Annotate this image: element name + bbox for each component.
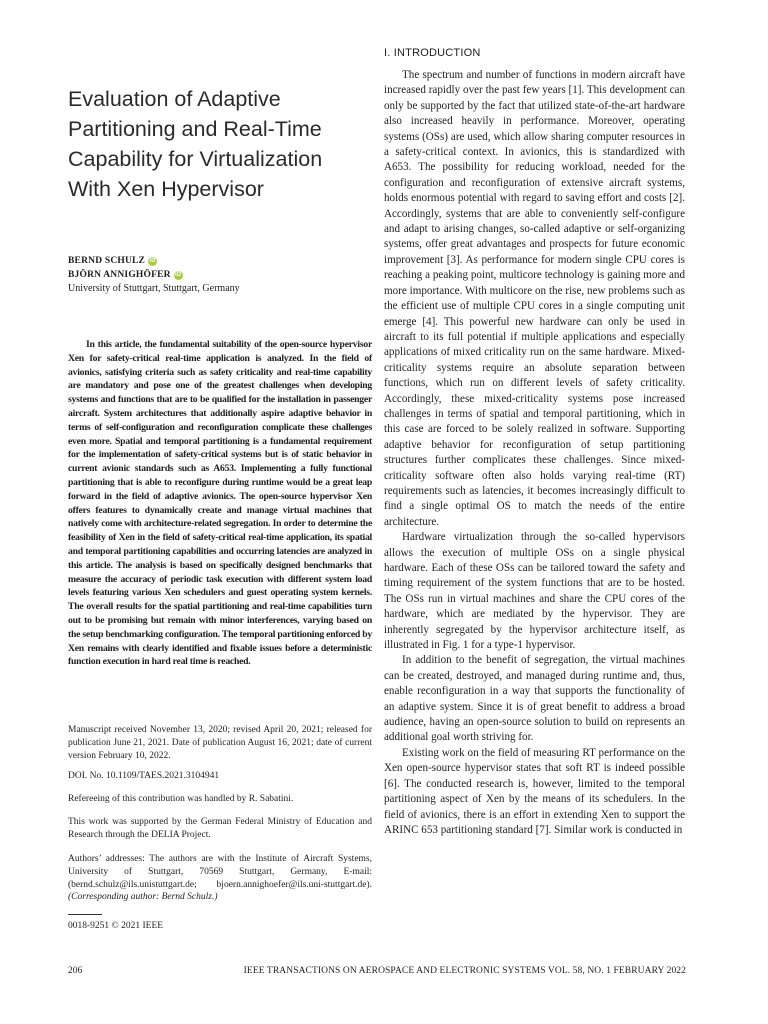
author-line <box>68 254 372 268</box>
authors-addresses <box>68 853 372 904</box>
manuscript-dates: Manuscript received November 13, 2020; revised April 20, 2021; released for publication June 21, 2021. Date of publication August 16, 2021; date of current version February 10, 2022. <box>68 725 372 761</box>
author-line <box>68 268 372 282</box>
footnote-divider <box>68 914 102 915</box>
corresponding-author: (Corresponding author: Bernd Schulz.) <box>68 892 218 903</box>
paper-title <box>68 84 368 204</box>
title-line: Capability for Virtualization <box>68 147 323 171</box>
abstract: In this article, the fundamental suitability of the open-source hypervisor Xen for safety-critical real-time application is analyzed. In the field of avionics, satisfying criteria such as safety criticality and real-time capability are mandatory and pose one of the greatest challenges when developing systems and functions that are to be qualified for the installation in passenger aircraft. System architectures that additionally aspire adaptive behavior in terms of self-configuration and reconfiguration complicate these challenges even more. Spatial and temporal partitioning is a fundamental requirement for the implementation of safety-critical systems but is of static behavior in current avionic standards such as A653. Implementing a fully functional partitioning that is able to reconfigure during runtime would be a great leap forward in the field of adaptive avionics. The open-source hypervisor Xen offers features to dynamically create and manage virtual machines that natively come with architecture-related segregation. In order to determine the feasibility of Xen in the field of safety-critical real-time application, its spatial and temporal partitioning capabilities and occurring latencies are analyzed in this article. The analysis is based on specifically designed benchmarks that measure the accuracy of periodic task execution with different system load levels featuring various Xen schedulers and guest operating system kernels. The overall results for the spatial partitioning and real-time capabilities turn out to be promising but remain with minor interferences, varying based on the setup benchmarking configuration. The temporal partitioning enforced by Xen remains with clearly identified and fixable issues before a deterministic function execution in hard real time is reached. <box>68 339 372 668</box>
page-footer <box>68 964 686 978</box>
journal-info: IEEE TRANSACTIONS ON AEROSPACE AND ELECTRONIC SYSTEMS VOL. 58, NO. 1 FEBRUARY 2022 <box>243 966 686 976</box>
section-heading: I. INTRODUCTION <box>384 47 481 59</box>
affiliation: University of Stuttgart, Stuttgart, Germany <box>68 283 240 294</box>
author-name: BJÖRN ANNIGHÖFER <box>68 270 171 280</box>
page-number: 206 <box>68 966 83 976</box>
paragraph: Existing work on the field of measuring RT performance on the Xen open-source hypervisor states that soft RT is indeed possible [6]. The conducted research is, however, limited to the temporal partitioning aspect of Xen by the means of its schedulers. In the field of avionics, there is an effort in extending Xen to support the ARINC 653 partitioning standard [7]. Similar work is conducted in <box>384 746 685 836</box>
paragraph: The spectrum and number of functions in modern aircraft have increased rapidly over the past few years [1]. This development can only be supported by the fact that utilized state-of-the-art hardware also increased heavily in performance. Moreover, operating systems (OSs) are used, which allow sharing computer resources in a safety-critical context. In avionics, this is standardized with A653. The possibility for reducing workload, needed for the configuration and reconfiguration of extensive aircraft systems, holds enormous potential with regard to saving effort and costs [2]. Accordingly, systems that are able to conveniently self-configure and adapt to arising changes, so-called adaptive or self-organizing systems, offer great advantages and prospects for future economic improvement [3]. As performance for modern single CPU cores is reaching a peaking point, multicore technology is gaining more and more importance. With multicore on the rise, new problems such as the efficient use of multiple CPU cores in a single computing unit emerge [4]. This powerful new hardware can only be used in aircraft to its full potential if multiple applications and especially applications of mixed criticality run on the same hardware. Mixed-criticality systems require an absolute separation between functions, which run on different levels of safety criticality. Accordingly, these mixed-criticality systems pose increased challenges in terms of spatial and temporal partitioning, which in this case are forced to be solely realized in software. Supporting adaptive behavior for reconfiguration of setup partitioning structures further complicates these challenges. Since mixed-criticality software often also holds varying real-time (RT) requirements such as latencies, it becomes increasingly difficult to find a single optimal OS to match the needs of the entire architecture. <box>384 69 685 528</box>
refereeing-note: Refereeing of this contribution was handled by R. Sabatini. <box>68 794 294 804</box>
orcid-icon[interactable]: iD <box>149 258 156 264</box>
funding-note: This work was supported by the German Federal Ministry of Education and Research through the DELIA Project. <box>68 817 372 840</box>
author-name: BERND SCHULZ <box>68 256 146 266</box>
addresses-text: Authors’ addresses: The authors are with the Institute of Aircraft Systems, University of Stuttgart, 70569 Stuttgart, Germany, E-mail: (bernd.schulz@ils.unistuttgart.de; bjoern.annighoefer@ils.uni-stuttgart.de). <box>68 854 372 890</box>
author-block <box>68 254 372 296</box>
doi: DOI. No. 10.1109/TAES.2021.3104941 <box>68 771 220 781</box>
paragraph: Hardware virtualization through the so-called hypervisors allows the execution of multiple OSs on a single physical hardware. Each of these OSs can be tailored toward the safety and timing requirement of the system functions that are to be hosted. The OSs run in virtual machines and share the CPU cores of the hardware, which are mediated by the hypervisor. They are inherently segregated by the hypervisor architecture itself, as illustrated in Fig. 1 for a type-1 hypervisor. <box>384 531 685 652</box>
title-line: Partitioning and Real-Time <box>68 117 322 141</box>
introduction-body <box>384 68 685 838</box>
title-line: With Xen Hypervisor <box>68 177 264 201</box>
copyright: 0018-9251 © 2021 IEEE <box>68 921 164 931</box>
orcid-icon[interactable]: iD <box>175 272 182 278</box>
paragraph: In addition to the benefit of segregation, the virtual machines can be created, destroyed, and managed during runtime and, thus, enable reconfiguration in a way that supports the functionality of an adaptive system. Since it is of great benefit to address a broad audience, having an open-source solution to build on represents an additional goal worth striving for. <box>384 654 685 744</box>
title-line: Evaluation of Adaptive <box>68 87 281 111</box>
